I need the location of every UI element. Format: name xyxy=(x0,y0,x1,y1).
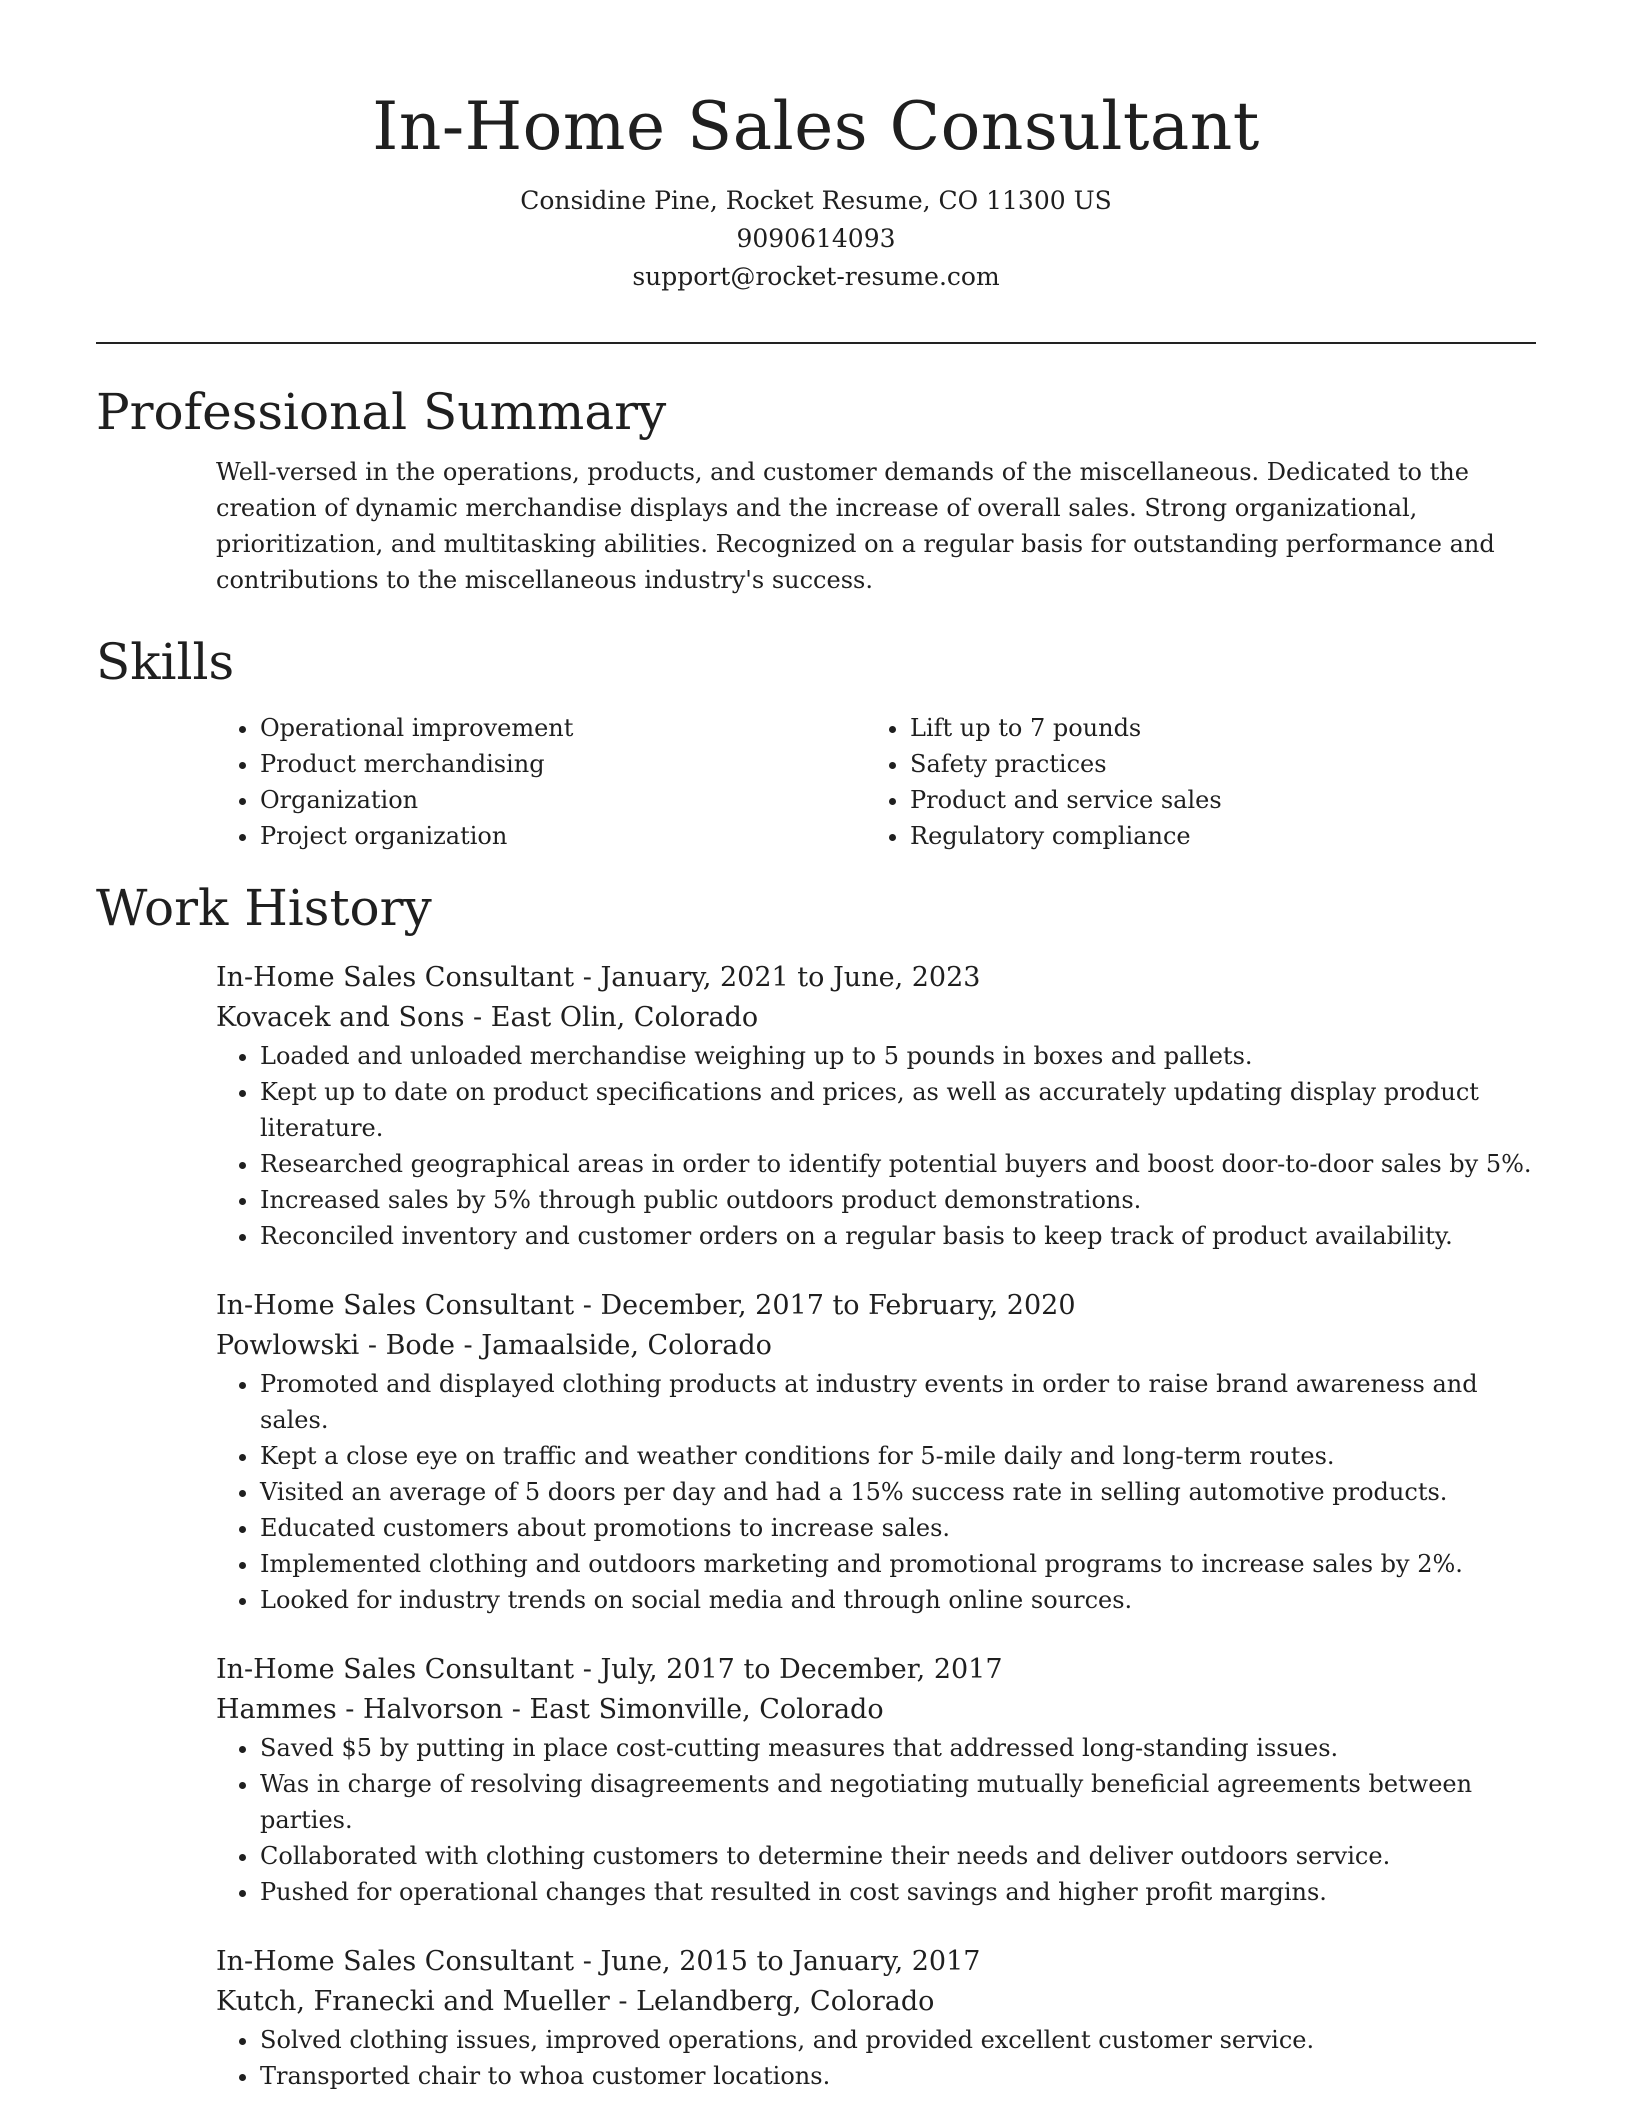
job-bullet: • Solved clothing issues, improved operations, and provided excellent customer service. xyxy=(260,2022,1536,2058)
job-bullet: • Looked for industry trends on social media and through online sources. xyxy=(260,1582,1536,1618)
job-location: Jamaalside, Colorado xyxy=(481,1330,772,1361)
job-bullet: • Visited an average of 5 doors per day and had a 15% success rate in selling automotive products. xyxy=(260,1474,1536,1510)
skill-item: • Product merchandising xyxy=(260,746,866,782)
jobs-list xyxy=(216,958,1536,2094)
summary-section xyxy=(96,380,1536,598)
job-company: Powlowski - Bode xyxy=(216,1330,455,1361)
job-bullet: • Was in charge of resolving disagreements and negotiating mutually beneficial agreements between parties. xyxy=(260,1766,1536,1838)
job-location: East Simonville, Colorado xyxy=(529,1694,884,1725)
skill-item: • Product and service sales xyxy=(910,782,1516,818)
job-location: Lelandberg, Colorado xyxy=(636,1986,935,2017)
job-company: Hammes - Halvorson xyxy=(216,1694,504,1725)
job-bullet: • Kept up to date on product specifications and prices, as well as accurately updating display product literature. xyxy=(260,1074,1536,1146)
candidate-name: In-Home Sales Consultant xyxy=(372,88,1260,165)
skill-item: • Organization xyxy=(260,782,866,818)
skill-item: • Project organization xyxy=(260,818,866,854)
job-bullet: • Increased sales by 5% through public outdoors product demonstrations. xyxy=(260,1182,1536,1218)
skills-section xyxy=(96,630,1536,854)
contact-block xyxy=(0,182,1632,296)
job-bullet: • Loaded and unloaded merchandise weighing up to 5 pounds in boxes and pallets. xyxy=(260,1038,1536,1074)
job-bullets xyxy=(216,1730,1536,1910)
job-title-line: In-Home Sales Consultant - June, 2015 to January, 2017 xyxy=(216,1946,981,1977)
skill-item: • Regulatory compliance xyxy=(910,818,1516,854)
summary-title: Professional Summary xyxy=(96,383,667,441)
job-location: East Olin, Colorado xyxy=(490,1002,759,1033)
work-history-title: Work History xyxy=(96,879,432,937)
job-title: In-Home Sales Consultant xyxy=(216,962,575,993)
job-title: In-Home Sales Consultant xyxy=(216,1946,575,1977)
skill-item: • Safety practices xyxy=(910,746,1516,782)
skill-item: • Operational improvement xyxy=(260,710,866,746)
job-entry xyxy=(216,1650,1536,1910)
job-dates: July, 2017 to December, 2017 xyxy=(600,1654,1003,1685)
job-title: In-Home Sales Consultant xyxy=(216,1654,575,1685)
job-bullet: • Pushed for operational changes that resulted in cost savings and higher profit margins. xyxy=(260,1874,1536,1910)
job-bullets xyxy=(216,2022,1536,2094)
job-bullet: • Educated customers about promotions to increase sales. xyxy=(260,1510,1536,1546)
header-divider xyxy=(96,342,1536,344)
email: support@rocket-resume.com xyxy=(632,262,1000,291)
job-title-line: In-Home Sales Consultant - December, 2017 to February, 2020 xyxy=(216,1290,1076,1321)
job-title-line: In-Home Sales Consultant - July, 2017 to December, 2017 xyxy=(216,1654,1003,1685)
skills-columns xyxy=(216,710,1536,854)
job-company-line: Kutch, Franecki and Mueller - Lelandberg, Colorado xyxy=(216,1986,935,2017)
job-dates: January, 2021 to June, 2023 xyxy=(600,962,981,993)
job-bullet: • Transported chair to whoa customer locations. xyxy=(260,2058,1536,2094)
job-bullet: • Saved $5 by putting in place cost-cutting measures that addressed long-standing issues. xyxy=(260,1730,1536,1766)
job-company-line: Powlowski - Bode - Jamaalside, Colorado xyxy=(216,1330,772,1361)
job-title: In-Home Sales Consultant xyxy=(216,1290,575,1321)
job-bullet: • Implemented clothing and outdoors marketing and promotional programs to increase sales by 2%. xyxy=(260,1546,1536,1582)
job-company-line: Hammes - Halvorson - East Simonville, Colorado xyxy=(216,1694,884,1725)
job-entry xyxy=(216,1942,1536,2094)
job-bullets xyxy=(216,1038,1536,1254)
address: Considine Pine, Rocket Resume, CO 11300 US xyxy=(520,186,1112,215)
skills-column-right xyxy=(866,710,1516,854)
skills-title: Skills xyxy=(96,633,235,691)
job-bullet: • Researched geographical areas in order to identify potential buyers and boost door-to-door sales by 5%. xyxy=(260,1146,1536,1182)
job-bullet: • Collaborated with clothing customers to determine their needs and deliver outdoors service. xyxy=(260,1838,1536,1874)
job-bullet: • Reconciled inventory and customer orders on a regular basis to keep track of product availability. xyxy=(260,1218,1536,1254)
summary-text: Well-versed in the operations, products, and customer demands of the miscellaneous. Dedicated to the creation of dynamic merchandise displays and the increase of overall sales. Strong organizational, prioritization, and multitasking abilities. Recognized on a regular basis for outstanding performance and contributions to the miscellaneous industry's success. xyxy=(216,458,1495,594)
job-dates: December, 2017 to February, 2020 xyxy=(600,1290,1076,1321)
skill-item: • Lift up to 7 pounds xyxy=(910,710,1516,746)
job-company-line: Kovacek and Sons - East Olin, Colorado xyxy=(216,1002,759,1033)
job-company: Kovacek and Sons xyxy=(216,1002,465,1033)
job-title-line: In-Home Sales Consultant - January, 2021 to June, 2023 xyxy=(216,962,981,993)
resume-header xyxy=(0,0,1632,296)
job-bullets xyxy=(216,1366,1536,1618)
job-bullet: • Kept a close eye on traffic and weather conditions for 5-mile daily and long-term routes. xyxy=(260,1438,1536,1474)
skills-column-left xyxy=(216,710,866,854)
job-entry xyxy=(216,958,1536,1254)
job-bullet: • Promoted and displayed clothing products at industry events in order to raise brand awareness and sales. xyxy=(260,1366,1536,1438)
job-company: Kutch, Franecki and Mueller xyxy=(216,1986,610,2017)
job-entry xyxy=(216,1286,1536,1618)
work-history-section xyxy=(96,876,1536,2112)
job-dates: June, 2015 to January, 2017 xyxy=(600,1946,981,1977)
phone: 9090614093 xyxy=(736,224,896,253)
